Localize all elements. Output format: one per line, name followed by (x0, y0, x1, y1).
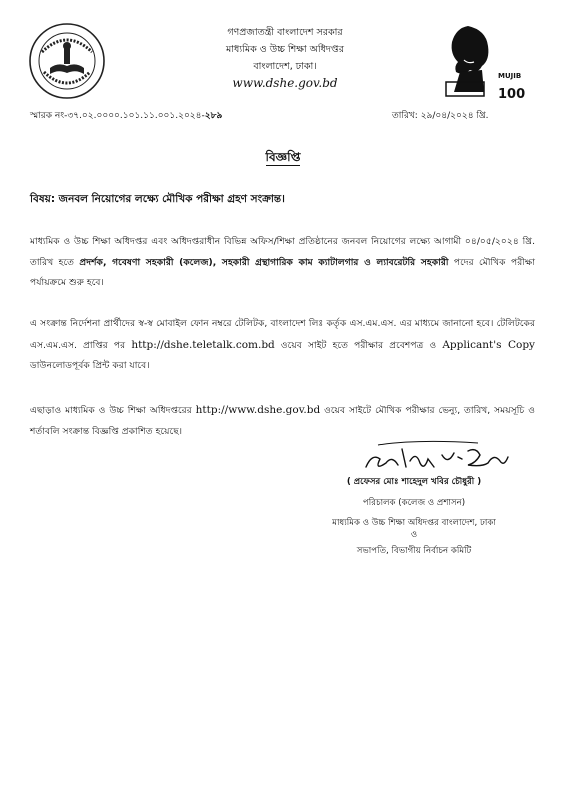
notice-title (0, 146, 566, 169)
p1-text-b: পদের মৌখিক পরীক্ষা পর্যায়ক্রমে শুরু হবে। (30, 256, 535, 288)
p1-posts: প্রদর্শক, গবেষণা সহকারী (কলেজ), সহকারী গ্রন্থাগারিক কাম ক্যাটালগার ও ল্যাবরেটরি সহকারী (79, 256, 449, 268)
dshe-logo (28, 22, 106, 100)
dshe-link[interactable]: http://www.dshe.gov.bd (195, 404, 321, 416)
mujib-logo-text: MUJIB (498, 72, 522, 80)
memo-prefix: স্মারক নং-৩৭.০২.০০০০.১০১.১১.০০১.২০২৪- (30, 111, 205, 121)
department-location: বাংলাদেশ, ঢাকা। (253, 61, 317, 72)
signatory-designation: পরিচালক (কলেজ ও প্রশাসন) (362, 498, 466, 508)
paragraph-3 (30, 400, 535, 442)
memo-date: তারিখ: ২৯/০৪/২০২৪ খ্রি. (392, 111, 489, 121)
handwritten-signature (358, 437, 518, 477)
signatory-committee: সভাপতি, বিভাগীয় নির্বাচন কমিটি (356, 546, 472, 556)
mujib-100-logo (438, 20, 534, 106)
teletalk-link[interactable]: http://dshe.teletalk.com.bd (131, 338, 275, 351)
mujib-logo-number: 100 (498, 87, 526, 102)
p3-text-b: ওয়েব সাইটে মৌখিক পরীক্ষার ভেন্যু, তারিখ, সময়সূচি ও শর্তাবলি সংক্রান্ত বিজ্ঞপ্তি প্রকাশিত হয়েছে। (30, 405, 535, 437)
paragraph-1 (30, 232, 535, 294)
signatory-name: ( প্রফেসর মোঃ শাহেদুল খবির চৌধুরী ) (346, 477, 482, 487)
p2-text-a: এ সংক্রান্ত নির্দেশনা প্রার্থীদের স্ব-স্ব মোবাইল ফোন নম্বরে টেলিটক, বাংলাদেশ লিঃ কর্তৃক এস.এম.এস. এর মাধ্যমে জানানো হবে। টেলিটকের এস.এম.এস. প্রাপ্তির পর (30, 318, 535, 351)
memo-number (30, 108, 222, 123)
p1-text-a: মাধ্যমিক ও উচ্চ শিক্ষা অধিদপ্তর এবং অধিদপ্তরাধীন বিভিন্ন অফিস/শিক্ষা প্রতিষ্ঠানের জনবল নিয়োগের লক্ষ্যে আগামী ০৪/০৫/২০২৪ খ্রি. তারিখ হতে (30, 236, 535, 268)
letterhead (150, 24, 420, 92)
applicant-copy-text: Applicant's Copy (442, 338, 535, 351)
p2-text-c: ডাউনলোডপূর্বক প্রিন্ট করা যাবে। (30, 360, 150, 371)
signatory-conjunction: ও (410, 530, 418, 540)
memo-serial: ২৮৯ (204, 111, 223, 121)
department-name: মাধ্যমিক ও উচ্চ শিক্ষা অধিদপ্তর (226, 44, 344, 55)
subject-line: বিষয়: জনবল নিয়োগের লক্ষ্যে মৌখিক পরীক্ষা গ্রহণ সংক্রান্ত। (30, 193, 285, 205)
p3-text-a: এছাড়াও মাধ্যমিক ও উচ্চ শিক্ষা অধিদপ্তরের (30, 405, 196, 416)
p2-text-b: ওয়েব সাইট হতে পরীক্ষার প্রবেশপত্র ও (274, 339, 443, 351)
paragraph-2 (30, 314, 535, 377)
govt-name: গণপ্রজাতন্ত্রী বাংলাদেশ সরকার (227, 27, 343, 38)
signatory-office: মাধ্যমিক ও উচ্চ শিক্ষা অধিদপ্তর বাংলাদেশ, ঢাকা (332, 518, 496, 528)
website-link[interactable]: www.dshe.gov.bd (232, 76, 338, 90)
notice-title-text: বিজ্ঞপ্তি (265, 150, 301, 164)
